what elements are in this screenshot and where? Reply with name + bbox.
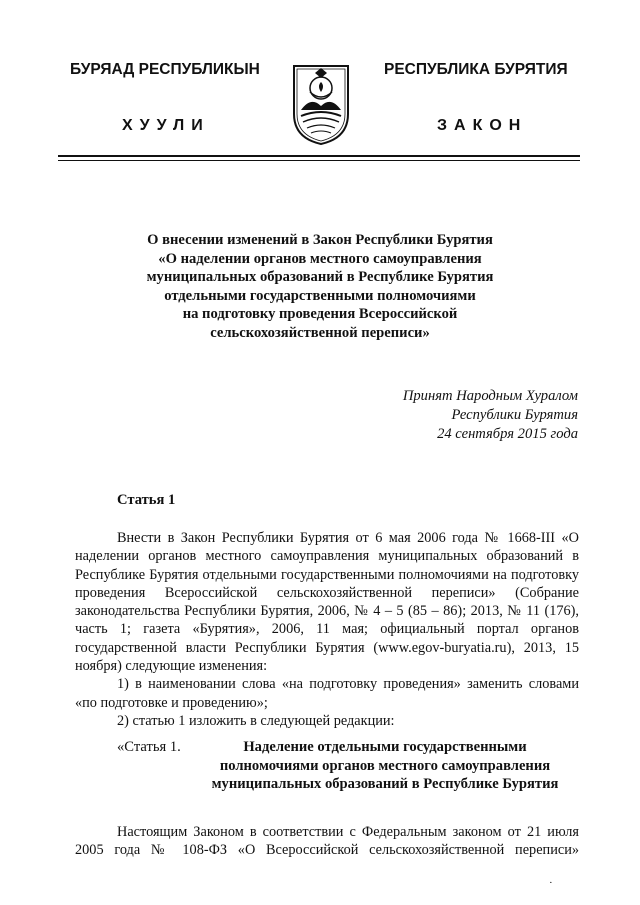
header-right-doc-type: ЗАКОН bbox=[437, 117, 528, 134]
header-right-org: РЕСПУБЛИКА БУРЯТИЯ bbox=[384, 61, 568, 78]
amendment-item-2: 2) статью 1 изложить в следующей редакции: bbox=[117, 712, 395, 729]
article-heading: Статья 1 bbox=[117, 492, 176, 508]
header-left-org: БУРЯАД РЕСПУБЛИКЫН bbox=[70, 61, 260, 78]
header-left-doc-type: ХУУЛИ bbox=[122, 117, 210, 134]
law-title-line: на подготовку проведения Всероссийской bbox=[182, 306, 458, 322]
continuation-paragraph: Настоящим Законом в соответствии с Федеральным законом от 21 июля 2005 года № 108-ФЗ «О Всероссийской сельскохозяйственной переписи» bbox=[75, 824, 579, 859]
law-title-line: О внесении изменений в Закон Республики Бурятия bbox=[147, 232, 493, 248]
continuation-block bbox=[75, 823, 579, 860]
new-article-title-line: муниципальных образований в Республике Бурятия bbox=[211, 776, 559, 792]
adoption-line: Республики Бурятия bbox=[451, 407, 578, 423]
amendment-item-1: 1) в наименовании слова «на подготовку проведения» заменить словами «по подготовке и проведению»; bbox=[75, 676, 579, 711]
coat-of-arms-icon bbox=[291, 62, 351, 146]
adoption-note bbox=[403, 387, 578, 444]
article-body bbox=[75, 529, 579, 730]
law-title bbox=[90, 231, 550, 342]
header-rule-thick bbox=[58, 155, 580, 157]
scan-mark: · bbox=[549, 877, 553, 889]
new-article-label: «Статья 1. bbox=[117, 739, 181, 755]
adoption-line: Принят Народным Хуралом bbox=[402, 388, 578, 404]
header-rule-thin bbox=[58, 160, 580, 161]
new-article-title bbox=[185, 738, 585, 794]
new-article-title-line: Наделение отдельными государственными bbox=[243, 739, 527, 755]
adoption-date: 24 сентября 2015 года bbox=[437, 426, 578, 442]
article-intro-paragraph: Внести в Закон Республики Бурятия от 6 мая 2006 года № 1668-III «О наделении органов местного самоуправления муниципальных образований в Республике Бурятия отдельными государственными полномочиями на подготовку проведения Всероссийской сельскохозяйственной переписи» (Собрание законодательства Республики Бурятия, 2006, № 4 – 5 (85 – 86); 2013, № 11 (176), часть 1; газета «Бурятия», 2006, 11 мая; официальный портал органов государственной власти Республики Бурятия (www.egov-buryatia.ru), 2013, 15 ноября) следующие изменения: bbox=[75, 530, 579, 675]
law-title-line: отдельными государственными полномочиями bbox=[164, 287, 476, 304]
law-title-line: «О наделении органов местного самоуправления bbox=[158, 250, 482, 267]
law-title-line: сельскохозяйственной переписи» bbox=[210, 324, 430, 341]
new-article-title-line: полномочиями органов местного самоуправления bbox=[219, 757, 551, 774]
law-title-line: муниципальных образований в Республике Бурятия bbox=[146, 269, 494, 285]
